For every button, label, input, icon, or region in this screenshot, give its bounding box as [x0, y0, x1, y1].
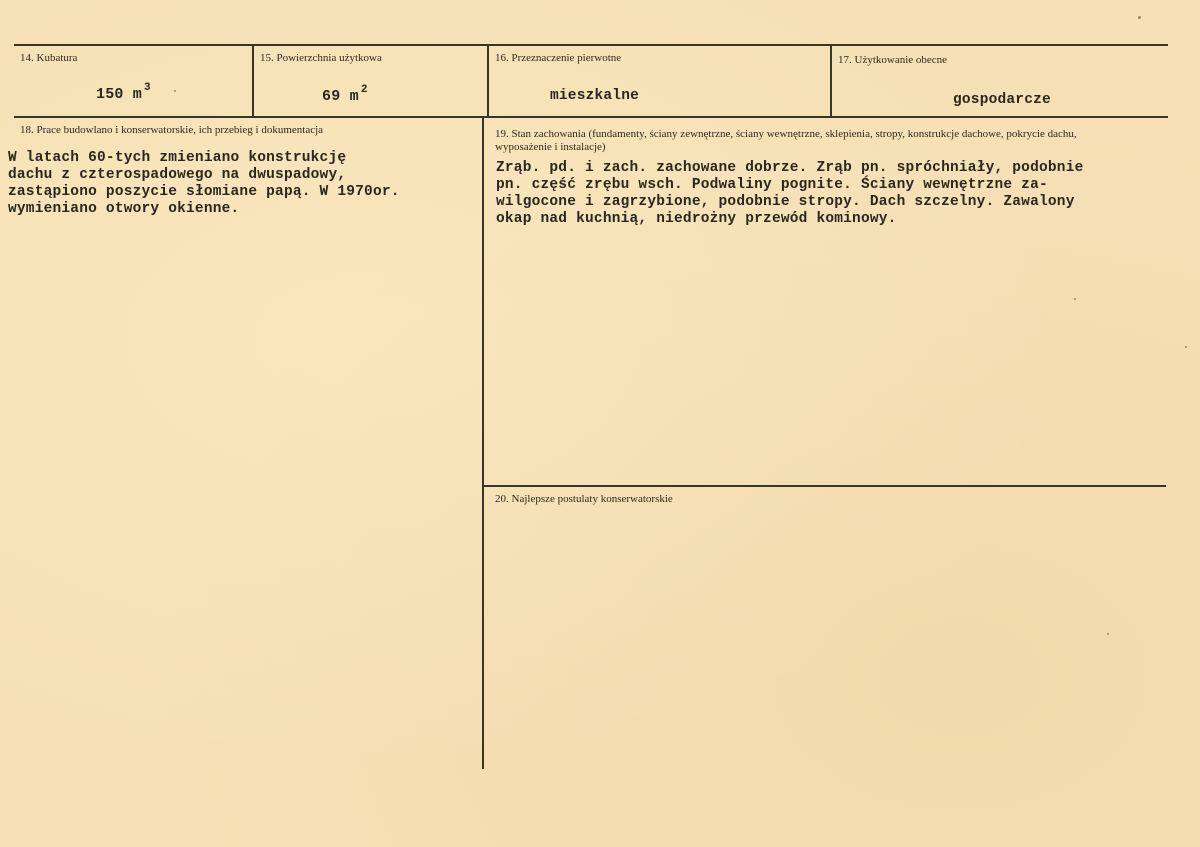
field-15-unit-superscript: 2: [360, 84, 368, 96]
divider-14-15: [252, 45, 254, 117]
field-15-label: 15. Powierzchnia użytkowa: [260, 52, 382, 64]
paper-speck: [1185, 346, 1187, 348]
field-15-value-text: 69 m: [322, 88, 359, 105]
paper-speck: [174, 90, 176, 92]
field-19-label: 19. Stan zachowania (fundamenty, ściany zewnętrzne, ściany wewnętrzne, sklepienia, stropy, konstrukcje dachowe, pokrycie dachu, wyposażenie i instalacje): [495, 128, 1077, 153]
field-18-label: 18. Prace budowlano i konserwatorskie, ich przebieg i dokumentacja: [20, 124, 324, 136]
field-19-text: Zrąb. pd. i zach. zachowane dobrze. Zrąb pn. spróchniały, podobnie pn. część zrębu wsch. Podwaliny pognite. Ściany wewnętrzne za- wilgocone i zagrzybione, podobnie stropy. Dach szczelny. Zawalony okap nad kuchnią, niedrożny przewód kominowy.: [496, 160, 1084, 227]
paper-speck: [1138, 16, 1141, 19]
divider-15-16: [487, 45, 489, 117]
field-14-label: 14. Kubatura: [20, 52, 78, 64]
row-divider-rule: [14, 116, 1168, 118]
section-20-rule: [484, 485, 1166, 487]
paper-speck: [1074, 298, 1076, 300]
field-14-value-text: 150 m: [96, 86, 143, 103]
field-16-value: mieszkalne: [550, 88, 640, 104]
top-rule: [14, 44, 1168, 46]
paper-speck: [1107, 633, 1109, 635]
field-14-unit-superscript: 3: [144, 82, 151, 94]
field-16-label: 16. Przeznaczenie pierwotne: [495, 52, 622, 64]
field-15-value: [322, 84, 368, 105]
field-18-text: W latach 60-tych zmieniano konstrukcję dachu z czterospadowego na dwuspadowy, zastąpiono poszycie słomiane papą. W 1970or. wymieniano otwory okienne.: [8, 150, 400, 217]
field-14-value: [96, 82, 151, 103]
main-vertical-divider: [482, 117, 484, 769]
field-17-label: 17. Użytkowanie obecne: [838, 54, 948, 66]
field-20-label: 20. Najlepsze postulaty konserwatorskie: [495, 493, 673, 505]
field-17-value: gospodarcze: [953, 92, 1051, 108]
divider-16-17: [830, 45, 832, 117]
